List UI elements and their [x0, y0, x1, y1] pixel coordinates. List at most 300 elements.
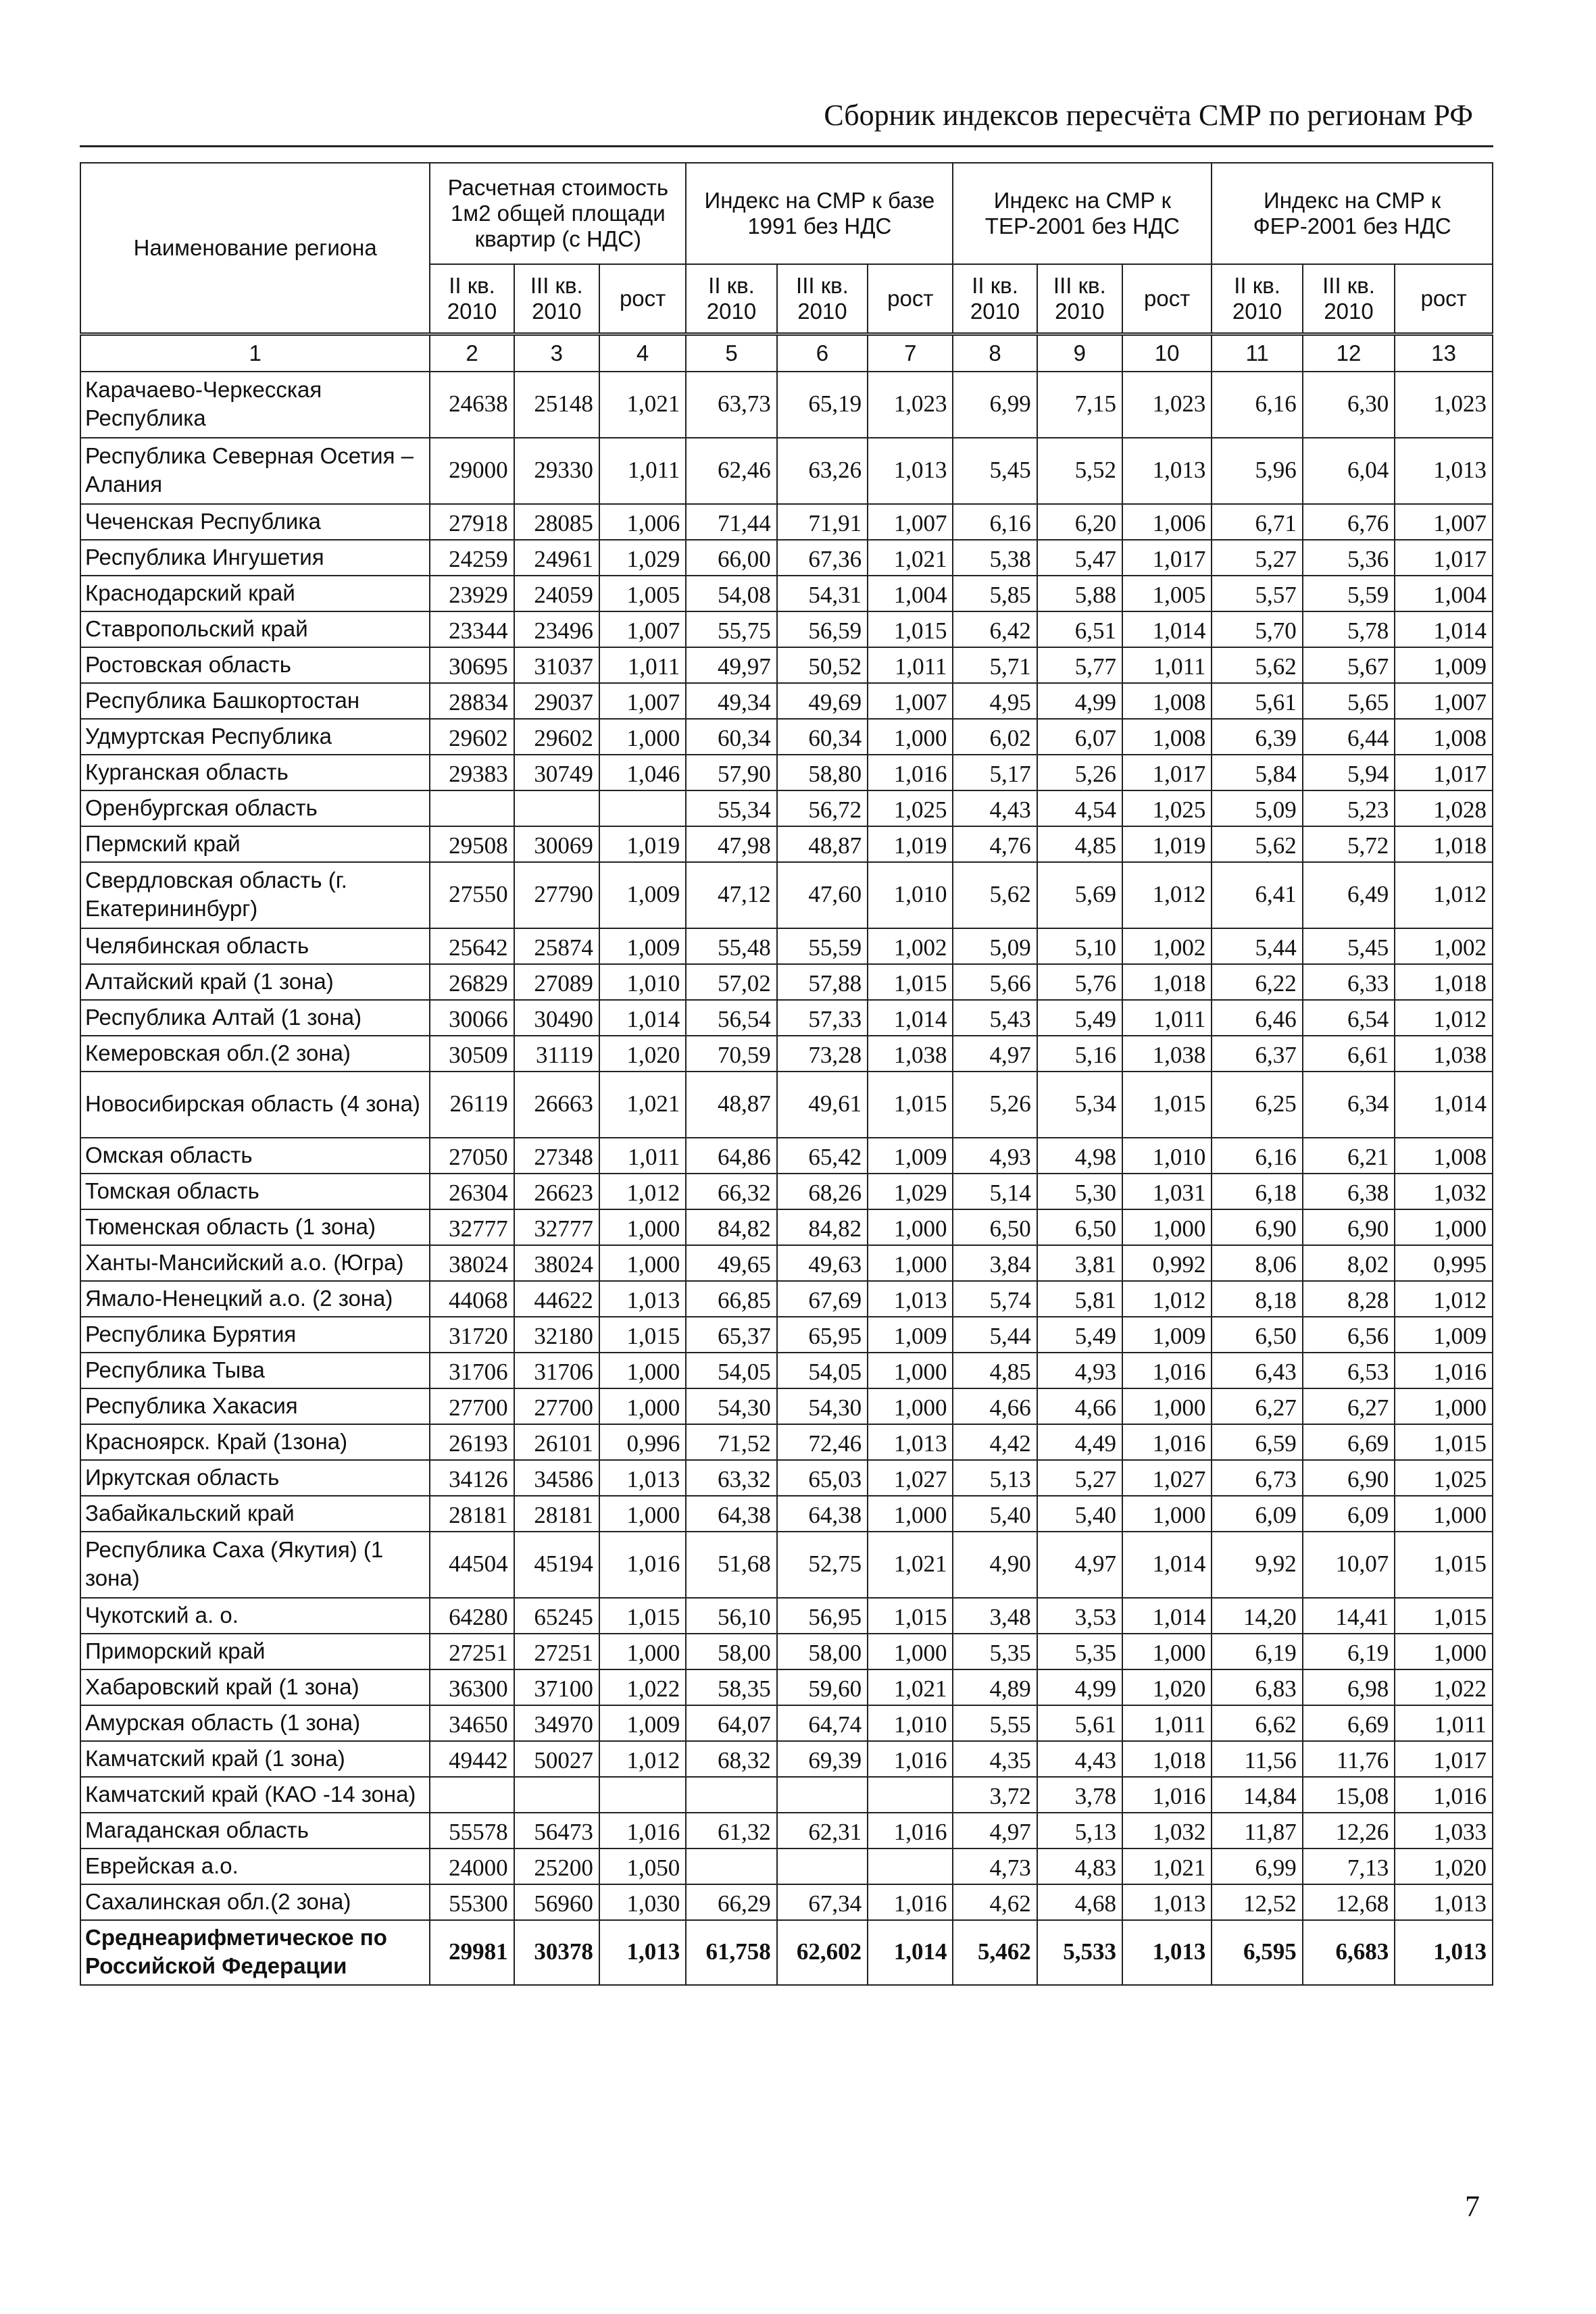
- region-name-cell: Ростовская область: [80, 647, 430, 683]
- value-cell: 1,013: [868, 438, 953, 504]
- value-cell: 48,87: [686, 1072, 776, 1138]
- region-name-cell: Алтайский край (1 зона): [80, 964, 430, 1000]
- region-name-cell: Амурская область (1 зона): [80, 1705, 430, 1741]
- value-cell: 58,00: [686, 1634, 776, 1669]
- average-value-cell: 1,013: [1122, 1920, 1212, 1985]
- value-cell: 56960: [514, 1884, 599, 1920]
- value-cell: 6,71: [1212, 504, 1302, 540]
- value-cell: 1,010: [868, 862, 953, 928]
- region-name-cell: Республика Бурятия: [80, 1317, 430, 1353]
- index-ter-group-header: Индекс на СМР к ТЕР-2001 без НДС: [953, 163, 1212, 264]
- value-cell: 5,69: [1037, 862, 1122, 928]
- value-cell: 1,000: [868, 719, 953, 755]
- value-cell: 26119: [430, 1072, 514, 1138]
- value-cell: 64,38: [686, 1496, 776, 1532]
- value-cell: 1,020: [1122, 1669, 1212, 1705]
- value-cell: [599, 1777, 686, 1813]
- region-name-cell: Иркутская область: [80, 1460, 430, 1496]
- region-name-cell: Чеченская Республика: [80, 504, 430, 540]
- value-cell: 5,62: [1212, 826, 1302, 862]
- value-cell: 1,013: [868, 1424, 953, 1460]
- column-number-cell: 2: [430, 334, 514, 372]
- value-cell: 31706: [514, 1353, 599, 1388]
- value-cell: 1,027: [868, 1460, 953, 1496]
- value-cell: 47,60: [777, 862, 868, 928]
- value-cell: 56,95: [777, 1598, 868, 1634]
- value-cell: 1,020: [1395, 1848, 1493, 1884]
- table-row: [80, 1317, 1493, 1353]
- value-cell: 12,68: [1303, 1884, 1395, 1920]
- value-cell: 5,76: [1037, 964, 1122, 1000]
- region-name-cell: Оренбургская область: [80, 790, 430, 826]
- value-cell: 1,004: [868, 576, 953, 611]
- value-cell: 4,68: [1037, 1884, 1122, 1920]
- value-cell: 49,65: [686, 1245, 776, 1281]
- value-cell: 49,63: [777, 1245, 868, 1281]
- value-cell: 8,06: [1212, 1245, 1302, 1281]
- value-cell: 1,006: [599, 504, 686, 540]
- value-cell: 1,012: [1122, 1281, 1212, 1317]
- value-cell: 1,018: [1122, 964, 1212, 1000]
- value-cell: 1,000: [868, 1634, 953, 1669]
- value-cell: 27700: [430, 1388, 514, 1424]
- value-cell: 1,016: [599, 1532, 686, 1598]
- value-cell: 26101: [514, 1424, 599, 1460]
- value-cell: 60,34: [777, 719, 868, 755]
- value-cell: 65,03: [777, 1460, 868, 1496]
- table-row: [80, 1072, 1493, 1138]
- value-cell: 61,32: [686, 1813, 776, 1848]
- average-value-cell: 1,014: [868, 1920, 953, 1985]
- value-cell: 4,98: [1037, 1138, 1122, 1174]
- value-cell: 6,90: [1212, 1209, 1302, 1245]
- value-cell: 5,85: [953, 576, 1037, 611]
- value-cell: 37100: [514, 1669, 599, 1705]
- value-cell: 54,30: [777, 1388, 868, 1424]
- value-cell: 68,32: [686, 1741, 776, 1777]
- value-cell: [514, 790, 599, 826]
- value-cell: 1,000: [599, 1496, 686, 1532]
- value-cell: 29037: [514, 683, 599, 719]
- value-cell: 1,014: [868, 1000, 953, 1036]
- subheader-cell: рост: [868, 264, 953, 334]
- value-cell: 26304: [430, 1174, 514, 1209]
- value-cell: 5,35: [1037, 1634, 1122, 1669]
- value-cell: 62,46: [686, 438, 776, 504]
- value-cell: 5,84: [1212, 755, 1302, 790]
- value-cell: 1,015: [868, 1072, 953, 1138]
- value-cell: 10,07: [1303, 1532, 1395, 1598]
- value-cell: 1,019: [1122, 826, 1212, 862]
- value-cell: 66,29: [686, 1884, 776, 1920]
- value-cell: 67,34: [777, 1884, 868, 1920]
- value-cell: 1,021: [868, 1669, 953, 1705]
- subheader-cell: III кв. 2010: [777, 264, 868, 334]
- value-cell: 4,43: [953, 790, 1037, 826]
- value-cell: 5,38: [953, 540, 1037, 576]
- value-cell: 5,57: [1212, 576, 1302, 611]
- average-value-cell: 1,013: [1395, 1920, 1493, 1985]
- value-cell: 5,14: [953, 1174, 1037, 1209]
- value-cell: 5,55: [953, 1705, 1037, 1741]
- value-cell: 1,013: [1395, 438, 1493, 504]
- value-cell: 31706: [430, 1353, 514, 1388]
- value-cell: 1,000: [599, 1388, 686, 1424]
- table-row: [80, 1634, 1493, 1669]
- value-cell: 1,017: [1395, 540, 1493, 576]
- value-cell: 1,016: [1395, 1353, 1493, 1388]
- value-cell: 34586: [514, 1460, 599, 1496]
- header-rule: [80, 145, 1493, 147]
- region-name-cell: Приморский край: [80, 1634, 430, 1669]
- region-name-cell: Новосибирская область (4 зона): [80, 1072, 430, 1138]
- region-name-cell: Республика Северная Осетия – Алания: [80, 438, 430, 504]
- value-cell: 4,76: [953, 826, 1037, 862]
- subheader-cell: III кв. 2010: [1303, 264, 1395, 334]
- value-cell: 1,038: [1122, 1036, 1212, 1072]
- value-cell: 1,019: [868, 826, 953, 862]
- value-cell: 11,87: [1212, 1813, 1302, 1848]
- value-cell: 11,76: [1303, 1741, 1395, 1777]
- value-cell: [599, 790, 686, 826]
- value-cell: 1,021: [1122, 1848, 1212, 1884]
- value-cell: 6,99: [1212, 1848, 1302, 1884]
- value-cell: 6,22: [1212, 964, 1302, 1000]
- value-cell: 1,004: [1395, 576, 1493, 611]
- table-row: [80, 1209, 1493, 1245]
- value-cell: 54,31: [777, 576, 868, 611]
- region-column-header: Наименование региона: [80, 163, 430, 334]
- value-cell: 65245: [514, 1598, 599, 1634]
- value-cell: 1,021: [599, 372, 686, 438]
- value-cell: 29000: [430, 438, 514, 504]
- value-cell: 1,030: [599, 1884, 686, 1920]
- table-row: [80, 647, 1493, 683]
- value-cell: 23929: [430, 576, 514, 611]
- value-cell: 30695: [430, 647, 514, 683]
- value-cell: 5,62: [953, 862, 1037, 928]
- value-cell: 34650: [430, 1705, 514, 1741]
- value-cell: 47,98: [686, 826, 776, 862]
- value-cell: 1,011: [1122, 1705, 1212, 1741]
- table-row: [80, 1496, 1493, 1532]
- region-name-cell: Тюменская область (1 зона): [80, 1209, 430, 1245]
- value-cell: 9,92: [1212, 1532, 1302, 1598]
- value-cell: 1,038: [868, 1036, 953, 1072]
- value-cell: 25200: [514, 1848, 599, 1884]
- value-cell: 1,020: [599, 1036, 686, 1072]
- value-cell: 30749: [514, 755, 599, 790]
- value-cell: 1,012: [1395, 1281, 1493, 1317]
- value-cell: 84,82: [777, 1209, 868, 1245]
- value-cell: 1,021: [599, 1072, 686, 1138]
- value-cell: 1,011: [1122, 1000, 1212, 1036]
- value-cell: 55,75: [686, 611, 776, 647]
- value-cell: 64,38: [777, 1496, 868, 1532]
- value-cell: 84,82: [686, 1209, 776, 1245]
- value-cell: 65,42: [777, 1138, 868, 1174]
- table-row: [80, 372, 1493, 438]
- value-cell: 3,72: [953, 1777, 1037, 1813]
- value-cell: [777, 1777, 868, 1813]
- value-cell: 1,000: [599, 1634, 686, 1669]
- value-cell: 1,016: [868, 1741, 953, 1777]
- value-cell: 50,52: [777, 647, 868, 683]
- value-cell: 5,35: [953, 1634, 1037, 1669]
- value-cell: 5,10: [1037, 928, 1122, 964]
- value-cell: 30509: [430, 1036, 514, 1072]
- value-cell: 6,49: [1303, 862, 1395, 928]
- value-cell: 65,37: [686, 1317, 776, 1353]
- value-cell: 1,014: [1122, 611, 1212, 647]
- average-value-cell: 5,533: [1037, 1920, 1122, 1985]
- value-cell: 1,023: [1122, 372, 1212, 438]
- value-cell: 11,56: [1212, 1741, 1302, 1777]
- value-cell: 38024: [430, 1245, 514, 1281]
- value-cell: 1,013: [1395, 1884, 1493, 1920]
- subheader-cell: рост: [1122, 264, 1212, 334]
- value-cell: 5,13: [953, 1460, 1037, 1496]
- value-cell: 1,008: [1395, 719, 1493, 755]
- value-cell: 1,016: [599, 1813, 686, 1848]
- value-cell: 4,99: [1037, 683, 1122, 719]
- subheader-cell: рост: [599, 264, 686, 334]
- value-cell: 1,013: [599, 1281, 686, 1317]
- value-cell: 64280: [430, 1598, 514, 1634]
- column-number-cell: 7: [868, 334, 953, 372]
- value-cell: 1,023: [868, 372, 953, 438]
- value-cell: 1,000: [868, 1245, 953, 1281]
- value-cell: 56473: [514, 1813, 599, 1848]
- value-cell: 5,74: [953, 1281, 1037, 1317]
- value-cell: 1,000: [1122, 1496, 1212, 1532]
- value-cell: 26193: [430, 1424, 514, 1460]
- column-number-cell: 5: [686, 334, 776, 372]
- value-cell: 4,85: [1037, 826, 1122, 862]
- value-cell: 1,013: [1122, 1884, 1212, 1920]
- region-name-cell: Чукотский а. о.: [80, 1598, 430, 1634]
- value-cell: 6,09: [1212, 1496, 1302, 1532]
- region-name-cell: Томская область: [80, 1174, 430, 1209]
- value-cell: 1,016: [868, 1813, 953, 1848]
- value-cell: 1,013: [868, 1281, 953, 1317]
- value-cell: 1,016: [1122, 1777, 1212, 1813]
- value-cell: 1,046: [599, 755, 686, 790]
- value-cell: 6,50: [1212, 1317, 1302, 1353]
- value-cell: 55,48: [686, 928, 776, 964]
- value-cell: 6,42: [953, 611, 1037, 647]
- value-cell: 28834: [430, 683, 514, 719]
- value-cell: 23496: [514, 611, 599, 647]
- value-cell: [514, 1777, 599, 1813]
- value-cell: 44068: [430, 1281, 514, 1317]
- value-cell: 34126: [430, 1460, 514, 1496]
- value-cell: 1,006: [1122, 504, 1212, 540]
- value-cell: 6,16: [1212, 1138, 1302, 1174]
- value-cell: 0,995: [1395, 1245, 1493, 1281]
- value-cell: 1,010: [1122, 1138, 1212, 1174]
- value-cell: 56,72: [777, 790, 868, 826]
- value-cell: 6,34: [1303, 1072, 1395, 1138]
- value-cell: 1,031: [1122, 1174, 1212, 1209]
- value-cell: 27550: [430, 862, 514, 928]
- value-cell: 5,62: [1212, 647, 1302, 683]
- value-cell: 23344: [430, 611, 514, 647]
- value-cell: 67,36: [777, 540, 868, 576]
- value-cell: 30069: [514, 826, 599, 862]
- value-cell: 1,009: [1395, 647, 1493, 683]
- table-row: [80, 683, 1493, 719]
- value-cell: 6,39: [1212, 719, 1302, 755]
- page-header-title: Сборник индексов пересчёта СМР по регионам РФ: [824, 99, 1473, 132]
- column-number-cell: 9: [1037, 334, 1122, 372]
- value-cell: 1,016: [868, 755, 953, 790]
- value-cell: 1,018: [1395, 964, 1493, 1000]
- value-cell: 1,015: [599, 1317, 686, 1353]
- subheader-cell: III кв. 2010: [1037, 264, 1122, 334]
- value-cell: 57,02: [686, 964, 776, 1000]
- value-cell: 1,022: [599, 1669, 686, 1705]
- value-cell: 1,015: [868, 611, 953, 647]
- value-cell: 66,85: [686, 1281, 776, 1317]
- value-cell: 1,016: [1395, 1777, 1493, 1813]
- value-cell: 5,59: [1303, 576, 1395, 611]
- value-cell: 1,000: [868, 1353, 953, 1388]
- value-cell: 5,49: [1037, 1317, 1122, 1353]
- table-row: [80, 755, 1493, 790]
- table-row: [80, 1777, 1493, 1813]
- value-cell: 4,35: [953, 1741, 1037, 1777]
- value-cell: 5,94: [1303, 755, 1395, 790]
- value-cell: 6,09: [1303, 1496, 1395, 1532]
- value-cell: [686, 1848, 776, 1884]
- column-number-cell: 11: [1212, 334, 1302, 372]
- value-cell: 24638: [430, 372, 514, 438]
- value-cell: 27089: [514, 964, 599, 1000]
- value-cell: 1,013: [599, 1460, 686, 1496]
- value-cell: 1,012: [599, 1741, 686, 1777]
- value-cell: 5,09: [1212, 790, 1302, 826]
- value-cell: 1,005: [599, 576, 686, 611]
- table-row: [80, 1000, 1493, 1036]
- table-row: [80, 1741, 1493, 1777]
- value-cell: 1,016: [1122, 1353, 1212, 1388]
- value-cell: 63,32: [686, 1460, 776, 1496]
- average-value-cell: 29981: [430, 1920, 514, 1985]
- value-cell: 1,007: [599, 683, 686, 719]
- region-name-cell: Еврейская а.о.: [80, 1848, 430, 1884]
- average-value-cell: 6,595: [1212, 1920, 1302, 1985]
- value-cell: 1,032: [1395, 1174, 1493, 1209]
- subheader-cell: II кв. 2010: [430, 264, 514, 334]
- table-body: [80, 372, 1493, 1985]
- value-cell: 6,73: [1212, 1460, 1302, 1496]
- value-cell: [430, 1777, 514, 1813]
- average-name-cell: Среднеарифметическое по Российской Федерации: [80, 1920, 430, 1985]
- table-row: [80, 862, 1493, 928]
- value-cell: 5,47: [1037, 540, 1122, 576]
- table-row: [80, 540, 1493, 576]
- value-cell: 1,002: [1395, 928, 1493, 964]
- value-cell: 31119: [514, 1036, 599, 1072]
- value-cell: 27348: [514, 1138, 599, 1174]
- value-cell: 5,27: [1037, 1460, 1122, 1496]
- value-cell: 1,015: [1395, 1424, 1493, 1460]
- value-cell: 1,002: [1122, 928, 1212, 964]
- value-cell: 3,84: [953, 1245, 1037, 1281]
- value-cell: 1,000: [868, 1209, 953, 1245]
- value-cell: 4,90: [953, 1532, 1037, 1598]
- value-cell: 71,91: [777, 504, 868, 540]
- value-cell: 6,41: [1212, 862, 1302, 928]
- value-cell: 34970: [514, 1705, 599, 1741]
- value-cell: 29602: [430, 719, 514, 755]
- value-cell: 6,69: [1303, 1424, 1395, 1460]
- value-cell: 6,27: [1303, 1388, 1395, 1424]
- value-cell: 3,53: [1037, 1598, 1122, 1634]
- value-cell: 1,027: [1122, 1460, 1212, 1496]
- value-cell: 14,41: [1303, 1598, 1395, 1634]
- value-cell: [430, 790, 514, 826]
- value-cell: 65,19: [777, 372, 868, 438]
- value-cell: 5,40: [1037, 1496, 1122, 1532]
- region-name-cell: Ханты-Мансийский а.о. (Югра): [80, 1245, 430, 1281]
- value-cell: 30490: [514, 1000, 599, 1036]
- value-cell: 5,61: [1212, 683, 1302, 719]
- value-cell: 57,88: [777, 964, 868, 1000]
- value-cell: 5,26: [1037, 755, 1122, 790]
- value-cell: 6,20: [1037, 504, 1122, 540]
- value-cell: 63,73: [686, 372, 776, 438]
- value-cell: 5,77: [1037, 647, 1122, 683]
- value-cell: 4,49: [1037, 1424, 1122, 1460]
- region-name-cell: Карачаево-Черкесская Республика: [80, 372, 430, 438]
- value-cell: 4,73: [953, 1848, 1037, 1884]
- value-cell: 56,54: [686, 1000, 776, 1036]
- table-row: [80, 1174, 1493, 1209]
- table-row: [80, 1245, 1493, 1281]
- value-cell: 1,015: [1122, 1072, 1212, 1138]
- value-cell: [868, 1848, 953, 1884]
- value-cell: 12,26: [1303, 1813, 1395, 1848]
- value-cell: [777, 1848, 868, 1884]
- region-name-cell: Республика Саха (Якутия) (1 зона): [80, 1532, 430, 1598]
- value-cell: 1,021: [868, 540, 953, 576]
- average-value-cell: 5,462: [953, 1920, 1037, 1985]
- value-cell: 24259: [430, 540, 514, 576]
- value-cell: 1,011: [599, 647, 686, 683]
- value-cell: 1,010: [599, 964, 686, 1000]
- value-cell: 1,015: [1395, 1598, 1493, 1634]
- value-cell: 6,76: [1303, 504, 1395, 540]
- region-name-cell: Магаданская область: [80, 1813, 430, 1848]
- average-value-cell: 62,602: [777, 1920, 868, 1985]
- value-cell: [686, 1777, 776, 1813]
- value-cell: 4,66: [953, 1388, 1037, 1424]
- value-cell: 6,38: [1303, 1174, 1395, 1209]
- value-cell: 25642: [430, 928, 514, 964]
- value-cell: 5,61: [1037, 1705, 1122, 1741]
- value-cell: 66,32: [686, 1174, 776, 1209]
- value-cell: 5,52: [1037, 438, 1122, 504]
- value-cell: 1,025: [868, 790, 953, 826]
- value-cell: 68,26: [777, 1174, 868, 1209]
- value-cell: 5,17: [953, 755, 1037, 790]
- value-cell: 70,59: [686, 1036, 776, 1072]
- value-cell: 57,33: [777, 1000, 868, 1036]
- value-cell: 1,019: [599, 826, 686, 862]
- region-name-cell: Камчатский край (КАО -14 зона): [80, 1777, 430, 1813]
